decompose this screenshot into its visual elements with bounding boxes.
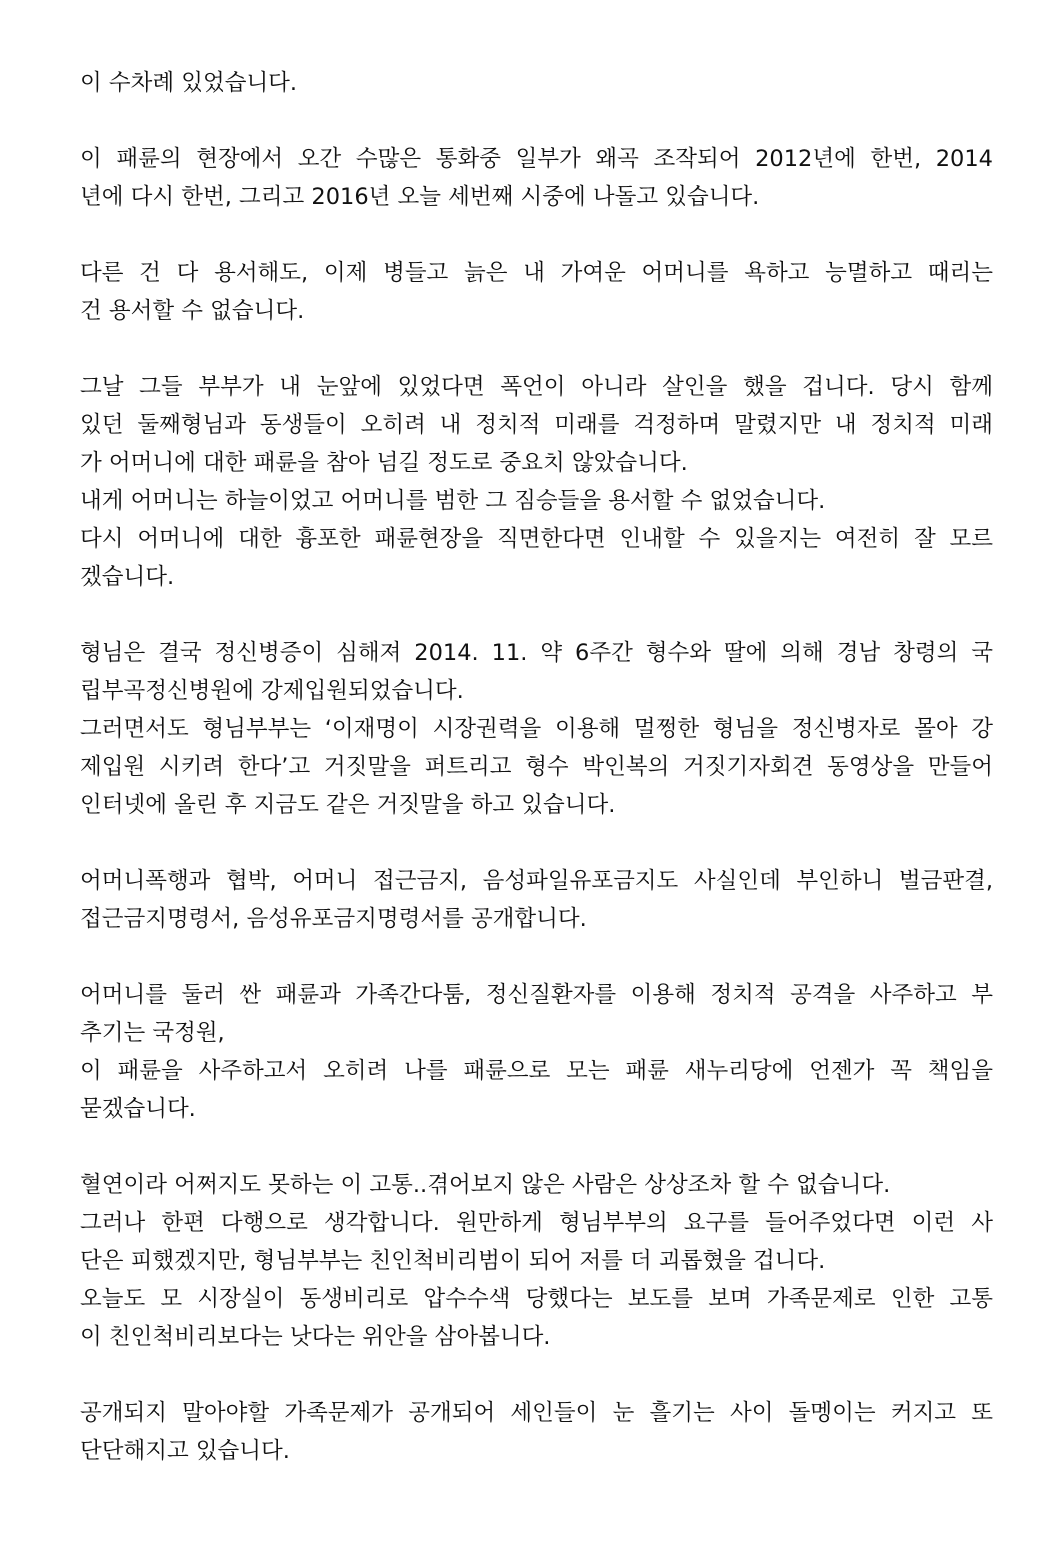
text-line: 형님은 결국 정신병증이 심해져 2014. 11. 약 6주간 형수와 딸에 의해 경남 창령의 국	[80, 640, 993, 666]
paragraph	[80, 1394, 993, 1470]
text-line: 립부곡정신병원에 강제입원되었습니다.	[80, 678, 464, 704]
text-line: 단은 피했겠지만, 형님부부는 친인척비리범이 되어 저를 더 괴롭혔을 겁니다.	[80, 1248, 826, 1274]
text-line: 그날 그들 부부가 내 눈앞에 있었다면 폭언이 아니라 살인을 했을 겁니다. 당시 함께	[80, 374, 993, 400]
text-line: 그러면서도 형님부부는 ‘이재명이 시장권력을 이용해 멀쩡한 형님을 정신병자로 몰아 강	[80, 716, 993, 742]
text-line: 내게 어머니는 하늘이었고 어머니를 범한 그 짐승들을 용서할 수 없었습니다.	[80, 488, 826, 514]
text-line: 단단해지고 있습니다.	[80, 1438, 290, 1464]
paragraph	[80, 862, 993, 938]
text-line: 이 친인척비리보다는 낫다는 위안을 삼아봅니다.	[80, 1324, 551, 1350]
text-line: 이 패륜을 사주하고서 오히려 나를 패륜으로 모는 패륜 새누리당에 언젠가 꼭 책임을	[80, 1058, 993, 1084]
text-line: 있던 둘째형님과 동생들이 오히려 내 정치적 미래를 걱정하며 말렸지만 내 정치적 미래	[80, 412, 993, 438]
paragraph	[80, 64, 993, 102]
document-page	[80, 64, 993, 1508]
text-line: 어머니폭행과 협박, 어머니 접근금지, 음성파일유포금지도 사실인데 부인하니 벌금판결,	[80, 868, 993, 894]
text-line: 가 어머니에 대한 패륜을 참아 넘길 정도로 중요치 않았습니다.	[80, 450, 688, 476]
text-line: 추기는 국정원,	[80, 1020, 225, 1046]
text-line: 혈연이라 어쩌지도 못하는 이 고통..겪어보지 않은 사람은 상상조차 할 수 없습니다.	[80, 1172, 891, 1198]
paragraph	[80, 254, 993, 330]
text-line: 인터넷에 올린 후 지금도 같은 거짓말을 하고 있습니다.	[80, 792, 616, 818]
text-line: 이 수차례 있었습니다.	[80, 70, 298, 96]
text-line: 묻겠습니다.	[80, 1096, 196, 1122]
paragraph	[80, 1166, 993, 1356]
text-line: 어머니를 둘러 싼 패륜과 가족간다툼, 정신질환자를 이용해 정치적 공격을 사주하고 부	[80, 982, 993, 1008]
text-line: 다시 어머니에 대한 흉포한 패륜현장을 직면한다면 인내할 수 있을지는 여전히 잘 모르	[80, 526, 993, 552]
text-line: 제입원 시키려 한다’고 거짓말을 퍼트리고 형수 박인복의 거짓기자회견 동영상을 만들어	[80, 754, 993, 780]
text-line: 접근금지명령서, 음성유포금지명령서를 공개합니다.	[80, 906, 587, 932]
paragraph	[80, 140, 993, 216]
paragraph	[80, 976, 993, 1128]
paragraph	[80, 368, 993, 596]
text-line: 그러나 한편 다행으로 생각합니다. 원만하게 형님부부의 요구를 들어주었다면 이런 사	[80, 1210, 993, 1236]
paragraph	[80, 634, 993, 824]
text-line: 오늘도 모 시장실이 동생비리로 압수수색 당했다는 보도를 보며 가족문제로 인한 고통	[80, 1286, 993, 1312]
text-line: 다른 건 다 용서해도, 이제 병들고 늙은 내 가여운 어머니를 욕하고 능멸하고 때리는	[80, 260, 993, 286]
text-line: 공개되지 말아야할 가족문제가 공개되어 세인들이 눈 흘기는 사이 돌멩이는 커지고 또	[80, 1400, 993, 1426]
text-line: 건 용서할 수 없습니다.	[80, 298, 305, 324]
text-line: 년에 다시 한번, 그리고 2016년 오늘 세번째 시중에 나돌고 있습니다.	[80, 184, 760, 210]
text-line: 겠습니다.	[80, 564, 175, 590]
text-line: 이 패륜의 현장에서 오간 수많은 통화중 일부가 왜곡 조작되어 2012년에 한번, 2014	[80, 146, 993, 172]
